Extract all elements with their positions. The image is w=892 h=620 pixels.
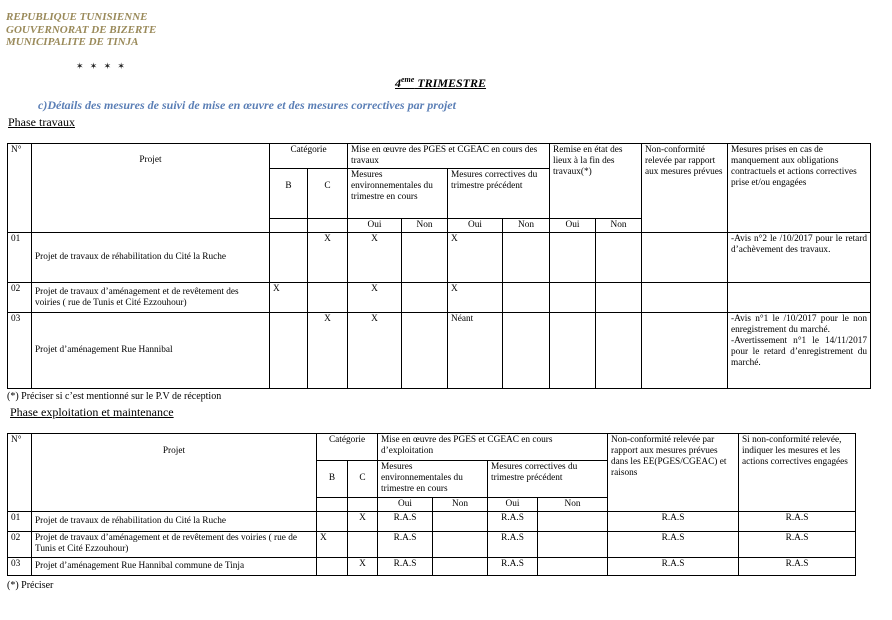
row-env-non: [433, 558, 488, 576]
header-line-municipality: MUNICIPALITE DE TINJA: [6, 36, 139, 48]
row-env-oui: X: [348, 313, 402, 389]
row-cat-c: [348, 532, 378, 558]
header-rem-non: Non: [596, 219, 642, 233]
row-nonconf: R.A.S: [608, 558, 739, 576]
row-cat-c: X: [308, 233, 348, 283]
header-mesures-env: Mesures environnementales du trimestre en cours: [378, 461, 488, 498]
row-cat-c: X: [348, 558, 378, 576]
row-projet: Projet de travaux de réhabilitation du Cité la Ruche: [32, 512, 317, 532]
row-rem-non: [596, 283, 642, 313]
row-num: 02: [8, 283, 32, 313]
row-corr-non: [503, 233, 550, 283]
header-mesures-corr: Mesures correctives du trimestre précédent: [488, 461, 608, 498]
header-mise-en-oeuvre: Mise en œuvre des PGES et CGEAC en cours d’exploitation: [378, 434, 608, 461]
row-num: 03: [8, 313, 32, 389]
row-projet: Projet d’aménagement Rue Hannibal commune de Tinja: [32, 558, 317, 576]
row-rem-oui: [550, 233, 596, 283]
row-env-oui: X: [348, 283, 402, 313]
row-rem-oui: [550, 283, 596, 313]
row-env-non: [433, 512, 488, 532]
row-corr-oui: R.A.S: [488, 558, 538, 576]
phase-travaux-title: Phase travaux: [8, 115, 75, 129]
row-corr-non: [538, 558, 608, 576]
header-non-conformite: Non-conformité relevée par rapport aux mesures prévues dans les EE(PGES/CGEAC) et raisons: [608, 434, 739, 512]
trimester-number: 4: [395, 76, 401, 90]
row-corr-non: [538, 512, 608, 532]
header-cat-c: C: [348, 461, 378, 498]
header-mesures-env: Mesures environnementales du trimestre en cours: [348, 169, 448, 219]
header-mise-en-oeuvre: Mise en œuvre des PGES et CGEAC en cours des travaux: [348, 144, 550, 169]
table-row: [8, 283, 871, 313]
header-env-oui: Oui: [348, 219, 402, 233]
row-actions: R.A.S: [739, 532, 856, 558]
header-projet: Projet: [32, 434, 317, 512]
row-cat-b: [317, 558, 348, 576]
exploitation-footnote: (*) Préciser: [7, 580, 54, 591]
row-env-non: [402, 233, 448, 283]
row-mesures: [728, 313, 871, 389]
header-line-republic: REPUBLIQUE TUNISIENNE: [6, 11, 148, 23]
row-cat-c: X: [308, 313, 348, 389]
institution-header: [6, 11, 156, 49]
table-row: [8, 532, 856, 558]
row-env-oui: R.A.S: [378, 558, 433, 576]
header-remise-en-etat: Remise en état des lieux à la fin des travaux(*): [550, 144, 642, 219]
row-projet: Projet de travaux d’aménagement et de revêtement des voiries ( rue de Tunis et Cité Ezzouhour): [32, 283, 270, 313]
trimester-label: TRIMESTRE: [414, 76, 487, 90]
header-rem-oui: Oui: [550, 219, 596, 233]
header-categorie: Catégorie: [317, 434, 378, 461]
header-corr-non: Non: [503, 219, 550, 233]
row-env-non: [433, 532, 488, 558]
row-cat-c: [308, 283, 348, 313]
header-env-non: Non: [402, 219, 448, 233]
header-mesures-prises: Mesures prises en cas de manquement aux obligations contractuels et actions correctives prise et/ou engagées: [728, 144, 871, 233]
header-corr-non: Non: [538, 498, 608, 512]
header-env-non: Non: [433, 498, 488, 512]
trimester-superscript: eme: [401, 75, 415, 84]
row-cat-b: [317, 512, 348, 532]
phase-exploitation-title: Phase exploitation et maintenance: [10, 405, 174, 419]
row-cat-b: [270, 313, 308, 389]
header-cat-c: C: [308, 169, 348, 219]
mesure-line: -Avis n°1 le /10/2017 pour le non enregistrement du marché.: [731, 314, 868, 335]
header-line-governorate: GOUVERNORAT DE BIZERTE: [6, 23, 157, 36]
travaux-table: [7, 143, 871, 389]
mesure-line: -Avertissement n°1 le 14/11/2017 pour le retard d’enregistrement du marché.: [731, 336, 868, 368]
header-mesures-corr: Mesures correctives du trimestre précédent: [448, 169, 550, 219]
row-env-oui: X: [348, 233, 402, 283]
row-cat-b: X: [317, 532, 348, 558]
section-subtitle: c)Détails des mesures de suivi de mise en œuvre et des mesures correctives par projet: [38, 98, 456, 112]
travaux-footnote: (*) Préciser si c’est mentionné sur le P.V de réception: [7, 391, 222, 402]
header-num: N°: [8, 434, 32, 512]
row-nonconf: [642, 313, 728, 389]
row-num: 01: [8, 512, 32, 532]
row-projet: Projet de travaux d’aménagement et de revêtement des voiries ( rue de Tunis et Cité Ezzouhour): [32, 532, 317, 558]
header-si-non-conformite: Si non-conformité relevée, indiquer les mesures et les actions correctives engagées: [739, 434, 856, 512]
header-non-conformite: Non-conformité relevée par rapport aux mesures prévues: [642, 144, 728, 233]
table-row: [8, 313, 871, 389]
header-env-oui: Oui: [378, 498, 433, 512]
trimester-title: [395, 75, 486, 91]
header-num: N°: [8, 144, 32, 233]
row-nonconf: R.A.S: [608, 532, 739, 558]
row-projet: Projet de travaux de réhabilitation du Cité la Ruche: [32, 233, 270, 283]
row-actions: R.A.S: [739, 512, 856, 532]
row-corr-oui: X: [448, 283, 503, 313]
row-env-oui: R.A.S: [378, 532, 433, 558]
row-nonconf: [642, 283, 728, 313]
mesure-line: -Avis n°2 le /10/2017 pour le retard d’achèvement des travaux.: [731, 234, 868, 255]
row-env-non: [402, 283, 448, 313]
row-corr-oui: Néant: [448, 313, 503, 389]
row-cat-c: X: [348, 512, 378, 532]
row-num: 01: [8, 233, 32, 283]
exploitation-table: [7, 433, 856, 576]
row-nonconf: [642, 233, 728, 283]
row-rem-non: [596, 233, 642, 283]
table-row: [8, 558, 856, 576]
row-corr-non: [503, 313, 550, 389]
row-corr-non: [503, 283, 550, 313]
row-projet: Projet d’aménagement Rue Hannibal: [32, 313, 270, 389]
row-mesures: [728, 283, 871, 313]
row-cat-b: X: [270, 283, 308, 313]
row-corr-oui: R.A.S: [488, 512, 538, 532]
row-mesures: [728, 233, 871, 283]
row-cat-b: [270, 233, 308, 283]
header-cat-b: B: [317, 461, 348, 498]
row-corr-oui: R.A.S: [488, 532, 538, 558]
header-corr-oui: Oui: [488, 498, 538, 512]
row-env-oui: R.A.S: [378, 512, 433, 532]
header-cat-b: B: [270, 169, 308, 219]
header-categorie: Catégorie: [270, 144, 348, 169]
row-num: 02: [8, 532, 32, 558]
table-row: [8, 512, 856, 532]
row-rem-oui: [550, 313, 596, 389]
header-corr-oui: Oui: [448, 219, 503, 233]
header-projet: Projet: [32, 144, 270, 233]
row-rem-non: [596, 313, 642, 389]
table-row: [8, 233, 871, 283]
row-env-non: [402, 313, 448, 389]
row-corr-non: [538, 532, 608, 558]
row-corr-oui: X: [448, 233, 503, 283]
row-actions: R.A.S: [739, 558, 856, 576]
row-nonconf: R.A.S: [608, 512, 739, 532]
decorative-stars: ✶ ✶ ✶ ✶: [76, 61, 127, 71]
row-num: 03: [8, 558, 32, 576]
